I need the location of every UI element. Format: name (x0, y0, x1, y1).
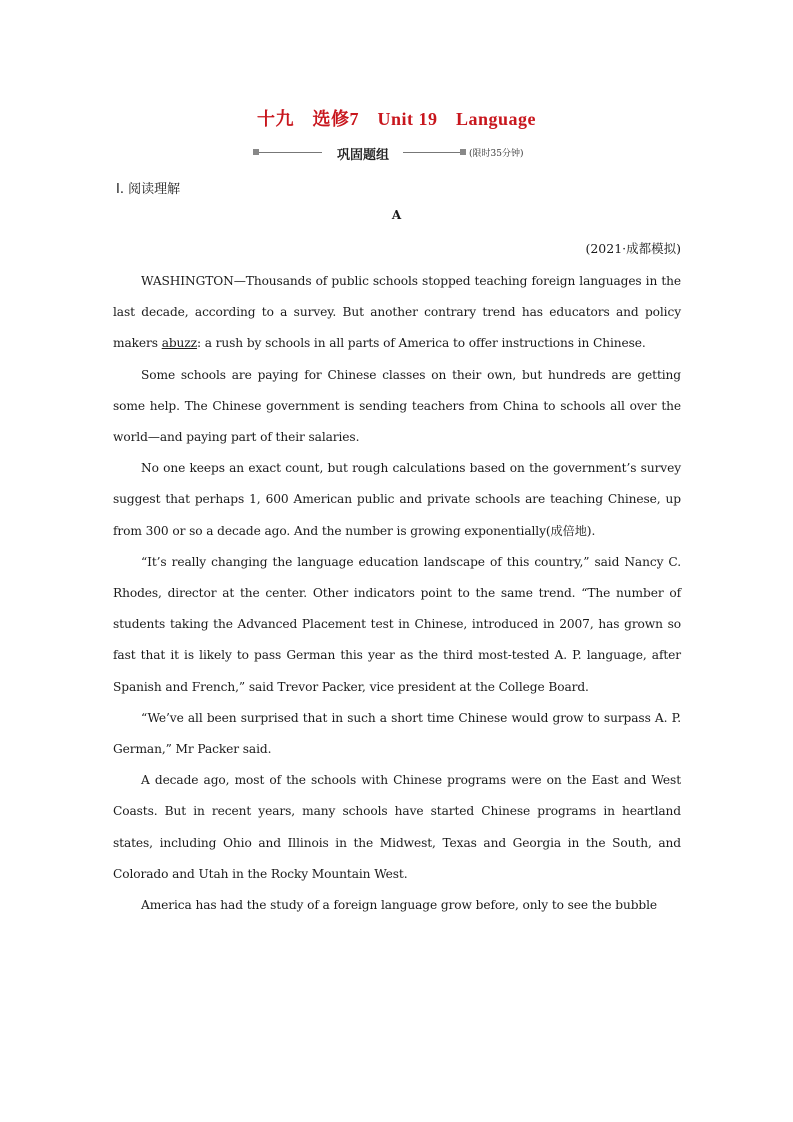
passage-source: (2021·成都模拟) (585, 241, 681, 256)
paragraph-1 (113, 266, 681, 360)
bar-left-line (259, 152, 322, 153)
paragraph-1-before: WASHINGTON—Thousands of public schools stopped teaching foreign languages in the last decade, according to a survey. But another contrary trend has educators and policy makers (113, 274, 681, 351)
paragraph-3: No one keeps an exact count, but rough calculations based on the government’s survey suggest that perhaps 1, 600 American public and private schools are teaching Chinese, up from 300 or so a decade ago. And the number is growing exponentially(成倍地). (113, 461, 681, 538)
paragraph-5: “We’ve all been surprised that in such a short time Chinese would grow to surpass A. P. German,” Mr Packer said. (113, 710, 681, 757)
paragraph-4: “It’s really changing the language education landscape of this country,” said Nancy C. Rhodes, director at the center. Other indicators point to the same trend. “The number of students taking the Advanced Placement test in Chinese, introduced in 2007, has grown so fast that it is likely to pass German this year as the third most-tested A. P. language, after Spanish and French,” said Trevor Packer, vice president at the College Board. (113, 554, 681, 694)
passage-body (113, 266, 681, 921)
paragraph-2: Some schools are paying for Chinese classes on their own, but hundreds are getting some help. The Chinese government is sending teachers from China to schools all over the world—and paying part of their salaries. (113, 367, 681, 445)
passage-letter: A (391, 208, 402, 222)
bar-right-dot (460, 149, 466, 155)
paragraph-1-after: : a rush by schools in all parts of America to offer instructions in Chinese. (196, 336, 646, 351)
paragraph-6: A decade ago, most of the schools with Chinese programs were on the East and West Coasts. But in recent years, many schools have started Chinese programs in heartland states, including Ohio and Illinois in the Midwest, Texas and Georgia in the South, and Colorado and Utah in the Rocky Mountain West. (113, 773, 681, 881)
time-limit: (限时35分钟) (469, 149, 524, 159)
page-title: 十九 选修7 Unit 19 Language (256, 109, 537, 129)
section-heading: Ⅰ. 阅读理解 (116, 182, 181, 197)
bar-right-line (403, 152, 460, 153)
exercise-group-label: 巩固题组 (336, 148, 389, 163)
underlined-word: abuzz (161, 336, 197, 351)
paragraph-7: America has had the study of a foreign language grow before, only to see the bubble (141, 898, 658, 913)
exercise-group-bar (253, 144, 543, 162)
